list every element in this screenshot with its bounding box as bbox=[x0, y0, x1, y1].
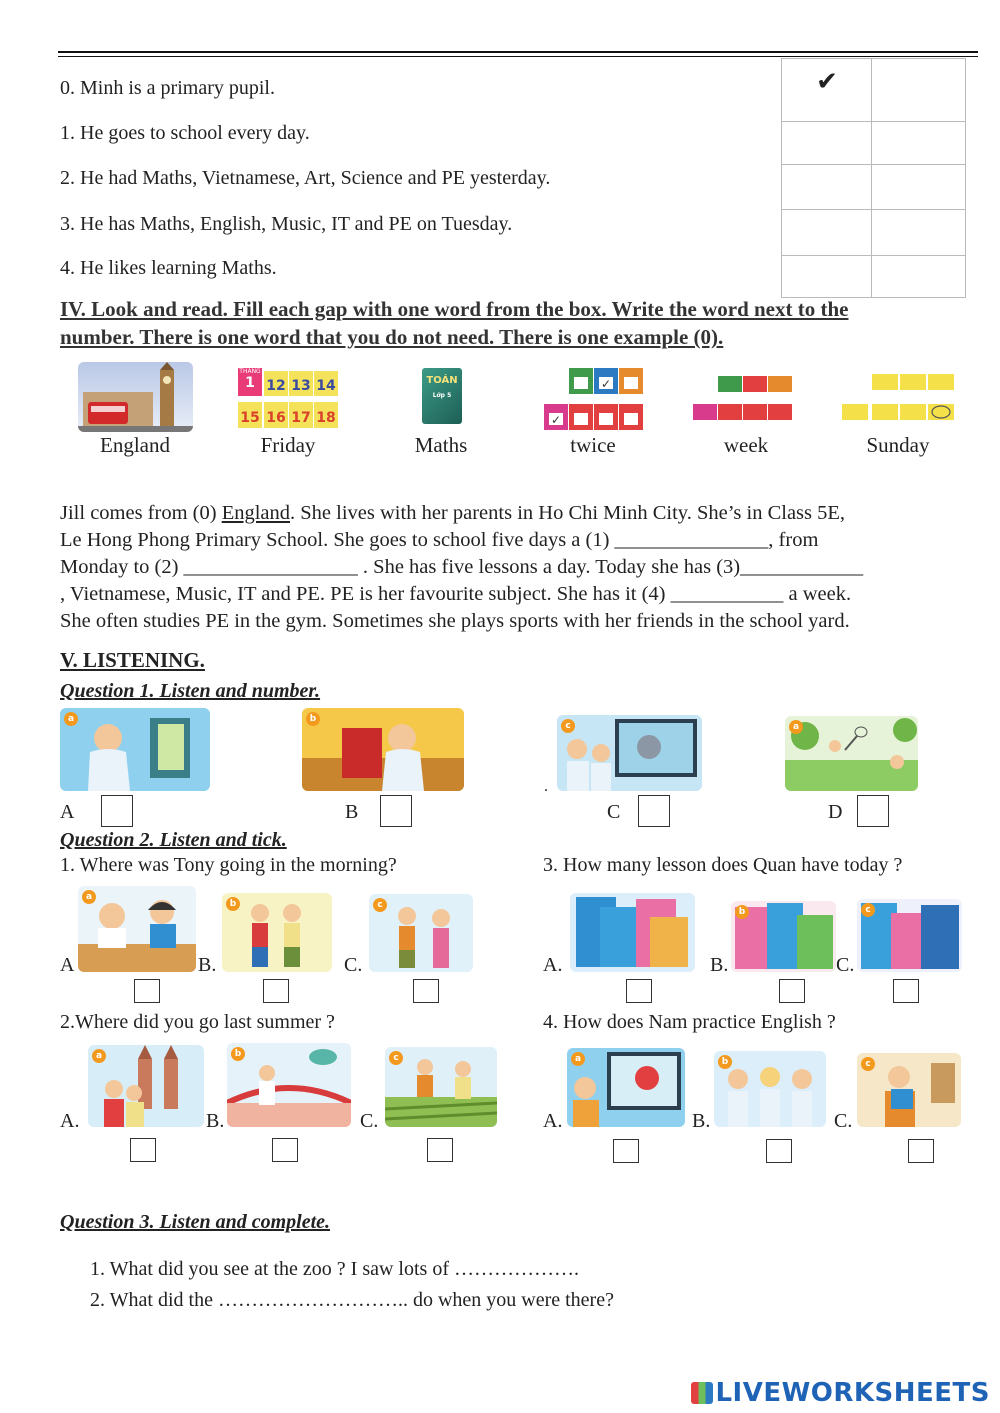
para-line-5: She often studies PE in the gym. Sometimes she plays sports with her friends in the school yard. bbox=[60, 610, 850, 632]
q2-4-picture-c bbox=[857, 1053, 961, 1127]
q2-2-box-a[interactable] bbox=[130, 1138, 156, 1162]
q2-3-picture-a bbox=[570, 893, 695, 972]
q2-4-picture-b bbox=[714, 1051, 826, 1127]
q2-title: Question 2. Listen and tick. bbox=[60, 829, 287, 851]
calendar-thang: THÁNG bbox=[239, 368, 261, 375]
liveworksheets-logo bbox=[691, 1378, 990, 1408]
q2-1-picture-b bbox=[222, 893, 332, 972]
schedule-checks-icon bbox=[544, 368, 649, 430]
book-subtitle: Lớp 5 bbox=[432, 392, 452, 399]
section4-heading-line1: IV. Look and read. Fill each gap with one word from the box. Write the word next to the bbox=[60, 297, 849, 321]
q3-item-2: 2. What did the ……………………….. do when you were there? bbox=[90, 1289, 614, 1311]
book-title: TOÁN bbox=[426, 375, 458, 386]
section5-heading: V. LISTENING. bbox=[60, 648, 205, 672]
boy-poster-icon bbox=[60, 708, 210, 791]
q2-1-picture-c bbox=[369, 894, 473, 972]
q2-2-picture-b bbox=[227, 1043, 351, 1127]
badge-b: b bbox=[718, 1055, 732, 1069]
q2-3-picture-b bbox=[731, 901, 836, 972]
calendar-num: 15 bbox=[238, 402, 262, 428]
statement-2: 2. He had Maths, Vietnamese, Art, Science and PE yesterday. bbox=[60, 167, 551, 189]
word-maths: Maths bbox=[414, 433, 468, 457]
q2-1-label-b: B. bbox=[198, 954, 217, 976]
badge-a: a bbox=[64, 712, 78, 726]
calendar-num: 1 bbox=[245, 375, 255, 391]
svg-text:✓: ✓ bbox=[551, 413, 562, 427]
q2-1-label-c: C. bbox=[344, 954, 363, 976]
q2-item-2: 2.Where did you go last summer ? bbox=[60, 1011, 335, 1033]
badge-a: a bbox=[571, 1052, 585, 1066]
word-sunday: Sunday bbox=[866, 433, 930, 457]
badge-b: b bbox=[231, 1047, 245, 1061]
q2-4-label-b: B. bbox=[692, 1110, 711, 1132]
q1-dot: . bbox=[544, 778, 548, 795]
example-answer: England bbox=[221, 502, 291, 524]
q2-3-label-b: B. bbox=[710, 954, 729, 976]
grid-cell[interactable] bbox=[871, 121, 965, 165]
badge-b: b bbox=[226, 897, 240, 911]
statement-4: 4. He likes learning Maths. bbox=[60, 257, 277, 279]
grid-cell[interactable] bbox=[782, 164, 872, 210]
badge-c: c bbox=[373, 898, 387, 912]
q1-box-a[interactable] bbox=[101, 795, 133, 827]
q1-picture-b bbox=[302, 708, 464, 791]
top-rule-thin bbox=[58, 56, 978, 57]
statement-3: 3. He has Maths, English, Music, IT and PE on Tuesday. bbox=[60, 213, 513, 235]
grid-cell bbox=[782, 59, 872, 122]
week-days-icon bbox=[693, 374, 801, 422]
q1-box-c[interactable] bbox=[638, 795, 670, 827]
q1-label-a: A bbox=[60, 801, 75, 823]
word-friday: Friday bbox=[260, 433, 316, 457]
badge-b: b bbox=[306, 712, 320, 726]
statement-1: 1. He goes to school every day. bbox=[60, 122, 310, 144]
q1-label-d: D bbox=[828, 801, 843, 823]
word-twice: twice bbox=[570, 433, 616, 457]
para-line-2: Le Hong Phong Primary School. She goes to school five days a (1) _______________, from bbox=[60, 529, 819, 551]
q2-item-4: 4. How does Nam practice English ? bbox=[543, 1011, 836, 1033]
word-england: England bbox=[100, 433, 170, 457]
grid-cell[interactable] bbox=[782, 255, 872, 297]
q2-1-box-c[interactable] bbox=[413, 979, 439, 1003]
q1-box-b[interactable] bbox=[380, 795, 412, 827]
check-mark-icon: ✔ bbox=[816, 67, 838, 97]
badge-b: b bbox=[735, 905, 749, 919]
q2-2-label-b: B. bbox=[206, 1110, 225, 1132]
q2-3-picture-c bbox=[857, 899, 962, 972]
para-line-3: Monday to (2) _________________ . She has five lessons a day. Today she has (3)____________ bbox=[60, 556, 864, 578]
reading-paragraph bbox=[60, 500, 975, 635]
para-line-4: , Vietnamese, Music, IT and PE. PE is her favourite subject. She has it (4) ___________ a week. bbox=[60, 583, 852, 605]
q2-3-label-a: A. bbox=[543, 954, 563, 976]
calendar-num: 12 bbox=[264, 371, 288, 396]
q2-4-box-a[interactable] bbox=[613, 1139, 639, 1163]
calendar-num: 13 bbox=[289, 371, 313, 396]
q2-3-label-c: C. bbox=[836, 954, 855, 976]
q2-item-1: 1. Where was Tony going in the morning? bbox=[60, 854, 397, 876]
q2-2-label-a: A. bbox=[60, 1110, 80, 1132]
answer-grid bbox=[781, 58, 966, 298]
logo-icon bbox=[691, 1382, 713, 1404]
grid-cell[interactable] bbox=[871, 164, 965, 210]
maths-book-image bbox=[422, 368, 462, 424]
q2-1-picture-a bbox=[78, 886, 196, 972]
q2-3-box-b[interactable] bbox=[779, 979, 805, 1003]
calendar-num: 18 bbox=[314, 402, 338, 428]
q2-1-label-a: A bbox=[60, 954, 75, 976]
q3-item-1: 1. What did you see at the zoo ? I saw lots of ………………. bbox=[90, 1258, 579, 1280]
q2-2-box-c[interactable] bbox=[427, 1138, 453, 1162]
calendar-num: 17 bbox=[289, 402, 313, 428]
q2-2-label-c: C. bbox=[360, 1110, 379, 1132]
q3-title: Question 3. Listen and complete. bbox=[60, 1211, 330, 1233]
q2-2-picture-a bbox=[88, 1045, 204, 1127]
twice-schedule-image bbox=[544, 368, 649, 430]
badminton-icon bbox=[785, 716, 918, 791]
sunday-days-icon bbox=[842, 374, 954, 424]
q2-3-box-a[interactable] bbox=[626, 979, 652, 1003]
grid-cell[interactable] bbox=[871, 255, 965, 297]
para-line-1: Jill comes from (0) England. She lives with her parents in Ho Chi Minh City. She’s in Class 5E, bbox=[60, 502, 846, 524]
brand-name: LIVEWORKSHEETS bbox=[715, 1378, 990, 1408]
week-schedule-image bbox=[693, 374, 801, 422]
svg-text:✓: ✓ bbox=[601, 377, 612, 391]
textbooks-icon bbox=[570, 893, 695, 972]
q1-label-c: C bbox=[607, 801, 621, 823]
q2-1-box-a[interactable] bbox=[134, 979, 160, 1003]
grid-cell[interactable] bbox=[871, 59, 965, 122]
badge-a: a bbox=[92, 1049, 106, 1063]
grid-cell[interactable] bbox=[782, 121, 872, 165]
q2-4-picture-a bbox=[567, 1048, 685, 1127]
badge-c: c bbox=[389, 1051, 403, 1065]
badge-d: a bbox=[789, 720, 803, 734]
badge-a: a bbox=[82, 890, 96, 904]
calendar-num-circled: 16 bbox=[264, 402, 288, 428]
england-image bbox=[78, 362, 193, 432]
word-week: week bbox=[723, 433, 769, 457]
calendar-num: 14 bbox=[314, 371, 338, 396]
friday-calendar-image bbox=[238, 368, 338, 430]
q2-2-box-b[interactable] bbox=[272, 1138, 298, 1162]
dragon-bridge-icon bbox=[227, 1043, 351, 1127]
q2-3-box-c[interactable] bbox=[893, 979, 919, 1003]
q2-1-box-b[interactable] bbox=[263, 979, 289, 1003]
badge-c: c bbox=[861, 1057, 875, 1071]
q1-picture-a bbox=[60, 708, 210, 791]
statement-0: 0. Minh is a primary pupil. bbox=[60, 77, 275, 99]
q2-2-picture-c bbox=[385, 1047, 497, 1127]
q2-4-box-c[interactable] bbox=[908, 1139, 934, 1163]
grid-cell[interactable] bbox=[871, 209, 965, 256]
q2-4-box-b[interactable] bbox=[766, 1139, 792, 1163]
london-icon bbox=[78, 362, 193, 432]
badge-c: c bbox=[561, 719, 575, 733]
sunday-schedule-image bbox=[842, 374, 954, 424]
q1-box-d[interactable] bbox=[857, 795, 889, 827]
badge-c: c bbox=[861, 903, 875, 917]
grid-cell[interactable] bbox=[782, 209, 872, 256]
q1-label-b: B bbox=[345, 801, 359, 823]
q2-4-label-c: C. bbox=[834, 1110, 853, 1132]
q1-title: Question 1. Listen and number. bbox=[60, 680, 321, 702]
section4-heading-line2: number. There is one word that you do not need. There is one example (0). bbox=[60, 325, 724, 349]
q1-picture-d bbox=[785, 716, 918, 791]
top-rule bbox=[58, 51, 978, 53]
q2-item-3: 3. How many lesson does Quan have today ? bbox=[543, 854, 903, 876]
q1-picture-c bbox=[557, 715, 702, 791]
boy-reading-icon bbox=[302, 708, 464, 791]
children-tv-icon bbox=[557, 715, 702, 791]
q2-4-label-a: A. bbox=[543, 1110, 563, 1132]
